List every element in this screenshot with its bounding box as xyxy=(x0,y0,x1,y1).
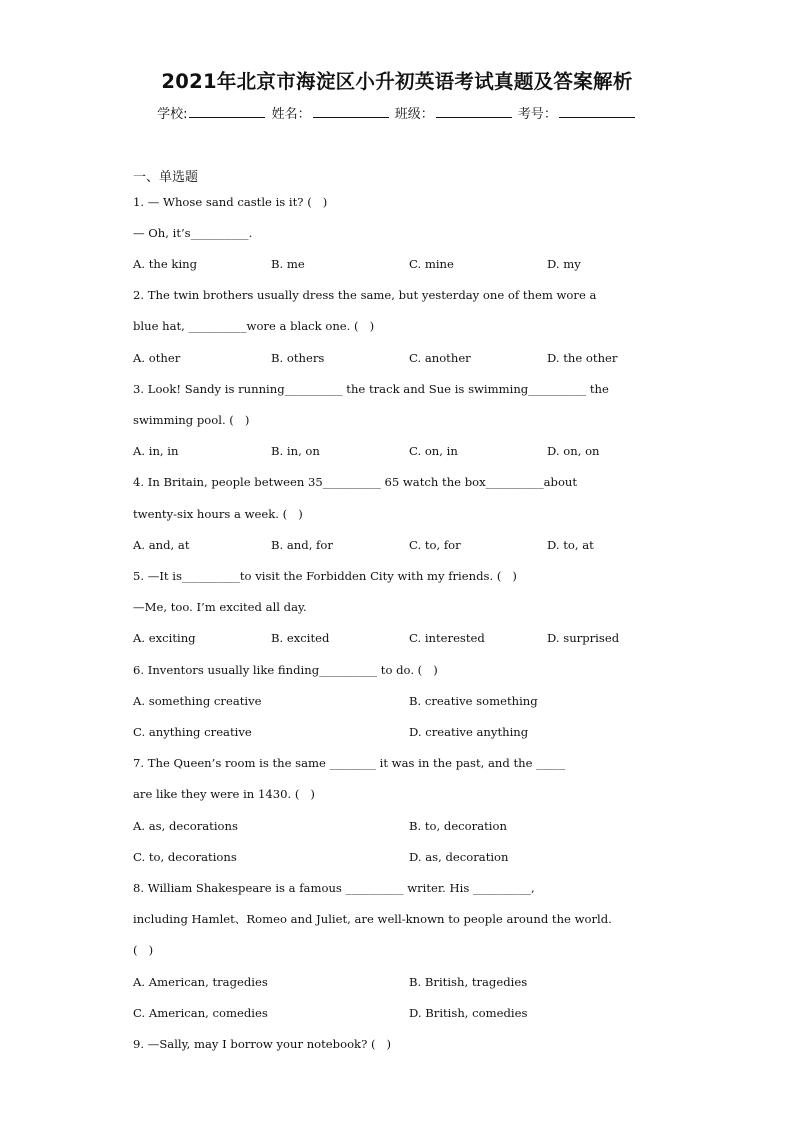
question-5-option-c[interactable]: C. interested xyxy=(409,631,485,645)
question-8-line-2: including Hamlet、Romeo and Juliet, are well-known to people around the world. xyxy=(133,912,612,926)
question-1-stem: 1. — Whose sand castle is it? ( ) xyxy=(133,195,328,209)
section-heading: 一、单选题 xyxy=(133,170,199,185)
question-1-option-d[interactable]: D. my xyxy=(547,257,581,271)
question-3-line-1: 3. Look! Sandy is running__________ the track and Sue is swimming__________ the xyxy=(133,382,609,396)
exam-number-blank[interactable] xyxy=(559,105,635,118)
question-4-option-c[interactable]: C. to, for xyxy=(409,538,461,552)
question-7-line-2: are like they were in 1430. ( ) xyxy=(133,787,315,801)
question-5-line-1: 5. —It is__________to visit the Forbidden City with my friends. ( ) xyxy=(133,569,517,583)
question-2-option-b[interactable]: B. others xyxy=(271,351,325,365)
question-4-option-b[interactable]: B. and, for xyxy=(271,538,333,552)
name-blank[interactable] xyxy=(313,105,389,118)
question-6-option-d[interactable]: D. creative anything xyxy=(409,725,529,739)
question-5-option-a[interactable]: A. exciting xyxy=(133,631,196,645)
question-3-option-a[interactable]: A. in, in xyxy=(133,444,179,458)
question-5-line-2: —Me, too. I’m excited all day. xyxy=(133,600,307,614)
class-label: 班级： xyxy=(394,107,434,122)
question-3-option-d[interactable]: D. on, on xyxy=(547,444,600,458)
question-6-line-1: 6. Inventors usually like finding__________ to do. ( ) xyxy=(133,663,438,677)
question-6-option-a[interactable]: A. something creative xyxy=(133,694,262,708)
question-8-option-d[interactable]: D. British, comedies xyxy=(409,1006,528,1020)
question-8-option-a[interactable]: A. American, tragedies xyxy=(133,975,268,989)
question-2-option-c[interactable]: C. another xyxy=(409,351,471,365)
name-label: 姓名： xyxy=(271,107,311,122)
question-1-option-b[interactable]: B. me xyxy=(271,257,305,271)
question-7-line-1: 7. The Queen’s room is the same ________ it was in the past, and the _____ xyxy=(133,756,566,770)
class-blank[interactable] xyxy=(436,105,512,118)
question-5-option-b[interactable]: B. excited xyxy=(271,631,330,645)
question-5-option-d[interactable]: D. surprised xyxy=(547,631,620,645)
school-blank[interactable] xyxy=(189,105,265,118)
question-2-option-d[interactable]: D. the other xyxy=(547,351,618,365)
exam-number-label: 考号： xyxy=(517,107,557,122)
question-8-option-b[interactable]: B. British, tragedies xyxy=(409,975,528,989)
question-1-reply: — Oh, it’s__________. xyxy=(133,226,253,240)
question-7-option-c[interactable]: C. to, decorations xyxy=(133,850,237,864)
question-2-line-2: blue hat, __________wore a black one. ( ) xyxy=(133,319,375,333)
exam-title: 2021年北京市海淀区小升初英语考试真题及答案解析 xyxy=(161,70,633,93)
student-info-line xyxy=(0,103,794,122)
question-6-option-c[interactable]: C. anything creative xyxy=(133,725,252,739)
question-6-option-b[interactable]: B. creative something xyxy=(409,694,538,708)
question-1-option-a[interactable]: A. the king xyxy=(133,257,198,271)
school-label: 学校: xyxy=(157,107,188,122)
question-8-option-c[interactable]: C. American, comedies xyxy=(133,1006,268,1020)
question-4-option-d[interactable]: D. to, at xyxy=(547,538,594,552)
question-7-option-a[interactable]: A. as, decorations xyxy=(133,819,238,833)
question-7-option-b[interactable]: B. to, decoration xyxy=(409,819,507,833)
question-4-line-1: 4. In Britain, people between 35__________ 65 watch the box__________about xyxy=(133,475,578,489)
question-3-option-b[interactable]: B. in, on xyxy=(271,444,320,458)
question-8-line-1: 8. William Shakespeare is a famous __________ writer. His __________, xyxy=(133,881,535,895)
question-4-option-a[interactable]: A. and, at xyxy=(133,538,190,552)
question-3-option-c[interactable]: C. on, in xyxy=(409,444,458,458)
question-2-option-a[interactable]: A. other xyxy=(133,351,181,365)
question-7-option-d[interactable]: D. as, decoration xyxy=(409,850,509,864)
question-8-line-3: ( ) xyxy=(133,943,154,957)
question-1-option-c[interactable]: C. mine xyxy=(409,257,454,271)
question-2-line-1: 2. The twin brothers usually dress the same, but yesterday one of them wore a xyxy=(133,288,597,302)
question-9-line-1: 9. —Sally, may I borrow your notebook? ( ) xyxy=(133,1037,392,1051)
question-4-line-2: twenty-six hours a week. ( ) xyxy=(133,507,303,521)
question-3-line-2: swimming pool. ( ) xyxy=(133,413,250,427)
